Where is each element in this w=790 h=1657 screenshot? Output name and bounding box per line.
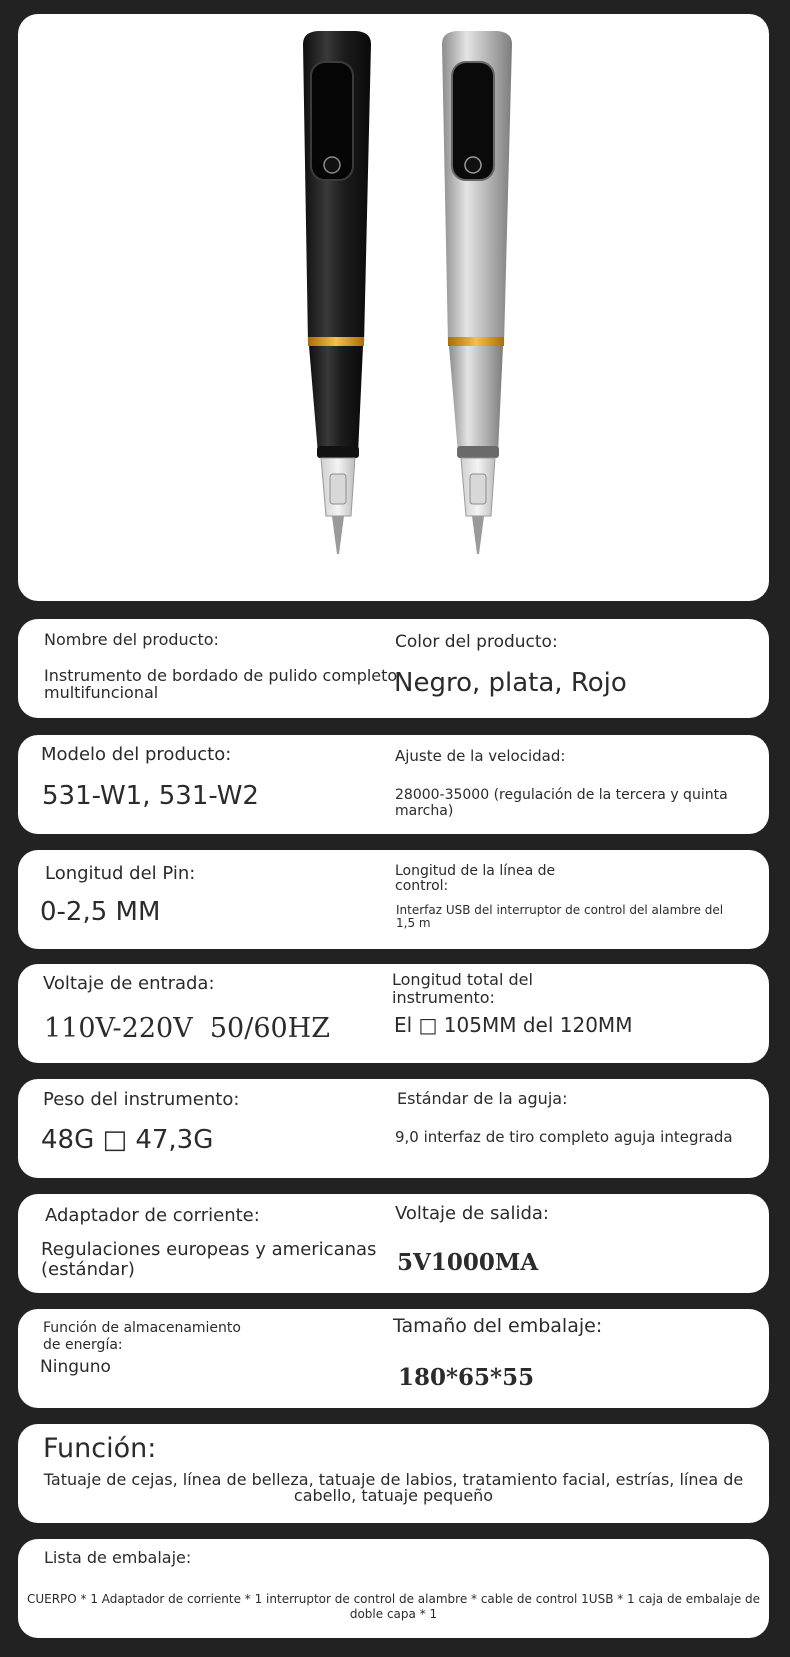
value-package-size: 180*65*55 (398, 1364, 535, 1391)
value-energy-storage: Ninguno (40, 1357, 111, 1377)
black-pen (303, 31, 371, 554)
packing-list-card (18, 1539, 769, 1638)
label-total-length: Longitud total del instrumento: (392, 970, 533, 1007)
function-label: Función: (43, 1433, 157, 1464)
label-input-voltage: Voltaje de entrada: (43, 973, 215, 994)
value-model: 531-W1, 531-W2 (42, 781, 259, 811)
value-power-adapter: Regulaciones europeas y americanas (estándar) (41, 1239, 377, 1280)
label-needle-standard: Estándar de la aguja: (397, 1089, 568, 1108)
product-image (18, 14, 769, 601)
label-energy-storage: Función de almacenamiento de energía: (43, 1320, 241, 1353)
value-needle-standard: 9,0 interfaz de tiro completo aguja integrada (395, 1128, 733, 1146)
packing-label: Lista de embalaje: (44, 1548, 192, 1567)
label-product-name: Nombre del producto: (44, 630, 219, 649)
value-output-voltage: 5V1000MA (397, 1249, 539, 1276)
spec-card-power-adapter (18, 1194, 769, 1293)
product-image-card (18, 14, 769, 601)
function-card (18, 1424, 769, 1523)
value-input-voltage: 110V-220V 50/60HZ (44, 1013, 330, 1044)
spec-card-product-name (18, 619, 769, 718)
packing-value: CUERPO * 1 Adaptador de corriente * 1 interruptor de control de alambre * cable de control 1USB * 1 caja de embalaje de doble capa * 1 (26, 1592, 761, 1621)
label-product-color: Color del producto: (395, 632, 558, 652)
spec-card-weight (18, 1079, 769, 1178)
label-pin-length: Longitud del Pin: (45, 863, 196, 884)
value-product-name: Instrumento de bordado de pulido completo multifuncional (44, 666, 398, 702)
label-output-voltage: Voltaje de salida: (395, 1203, 549, 1224)
function-value: Tatuaje de cejas, línea de belleza, tatuaje de labios, tratamiento facial, estrías, línea de cabello, tatuaje pequeño (43, 1470, 744, 1505)
label-control-line: Longitud de la línea de control: (395, 863, 556, 894)
value-weight: 48G □ 47,3G (41, 1125, 214, 1155)
spec-card-pin-length (18, 850, 769, 949)
value-speed: 28000-35000 (regulación de la tercera y quinta marcha) (395, 787, 728, 819)
value-product-color: Negro, plata, Rojo (394, 668, 627, 698)
value-total-length: El □ 105MM del 120MM (394, 1013, 633, 1037)
spec-card-energy-storage (18, 1309, 769, 1408)
value-pin-length: 0-2,5 MM (40, 897, 161, 927)
silver-pen (442, 31, 512, 554)
value-control-line: Interfaz USB del interruptor de control del alambre del 1,5 m (396, 903, 724, 930)
label-speed: Ajuste de la velocidad: (395, 747, 566, 765)
label-power-adapter: Adaptador de corriente: (45, 1205, 260, 1226)
label-package-size: Tamaño del embalaje: (393, 1315, 603, 1337)
spec-card-model (18, 735, 769, 834)
spec-card-input-voltage (18, 964, 769, 1063)
label-model: Modelo del producto: (41, 744, 232, 765)
label-weight: Peso del instrumento: (43, 1089, 240, 1110)
